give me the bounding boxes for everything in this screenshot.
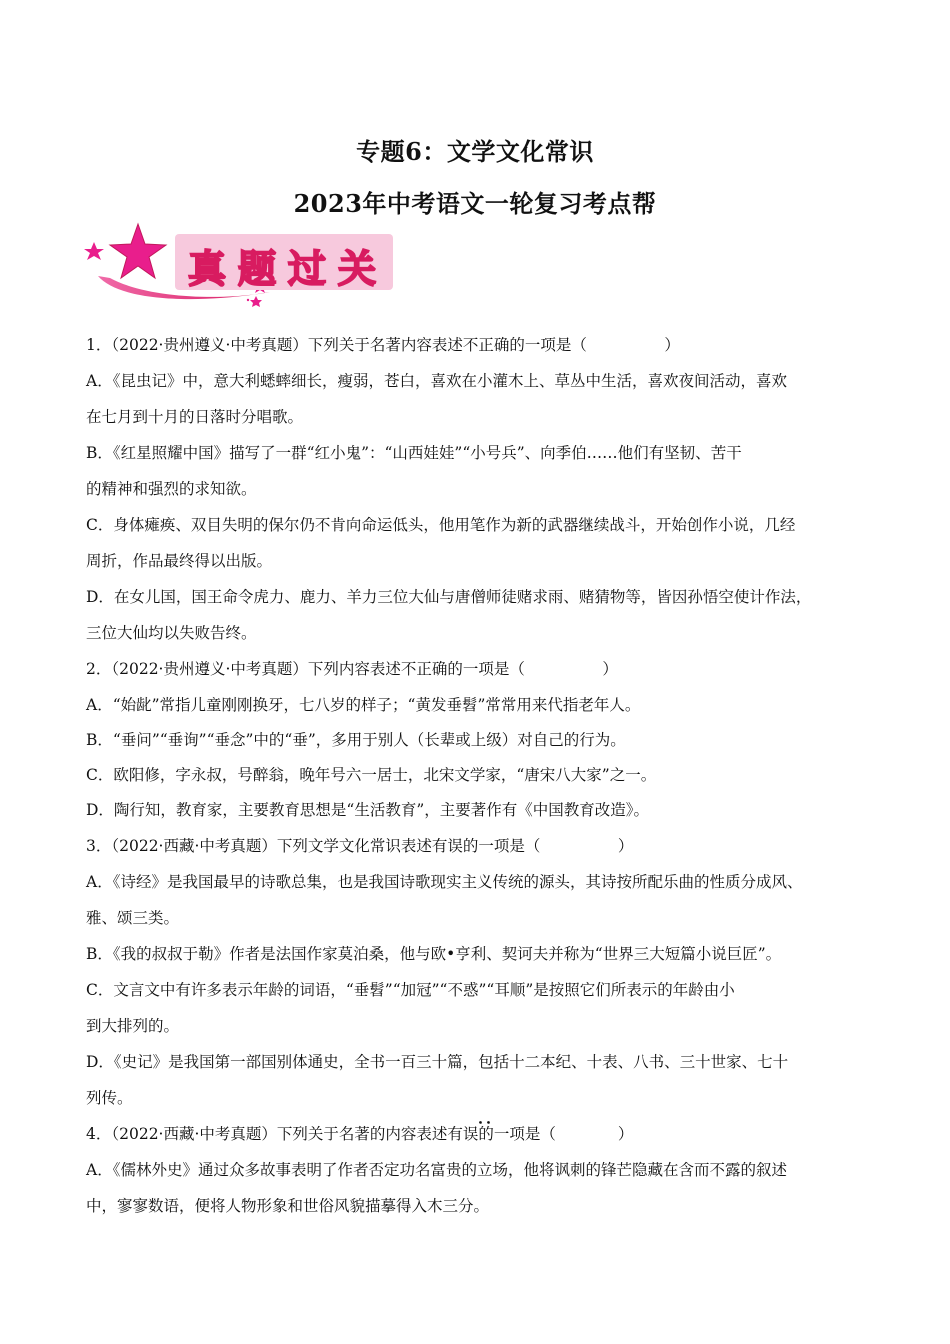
option-line: C．欧阳修，字永叔，号醉翁，晚年号六一居士，北宋文学家，“唐宋八大家”之一。 <box>86 766 657 784</box>
option-line: D．《史记》是我国第一部国别体通史，全书一百三十篇，包括十二本纪、十表、八书、三十世家、七十 <box>86 1053 789 1071</box>
option-line: 雅、颂三类。 <box>86 909 180 927</box>
option-line: D．在女儿国，国王命令虎力、鹿力、羊力三位大仙与唐僧师徒赌求雨、赌猜物等，皆因孙悟空使计作法， <box>86 588 812 606</box>
question-stem: 1．（2022·贵州遵义·中考真题）下列关于名著内容表述不正确的一项是（ ） <box>86 336 680 354</box>
option-line: 三位大仙均以失败告终。 <box>86 624 257 642</box>
option-line: B．《红星照耀中国》描写了一群“红小鬼”：“山西娃娃”“小号兵”、向季伯……他们有坚韧、苦干 <box>86 444 742 462</box>
section-banner <box>80 218 400 310</box>
question-stem: 3．（2022·西藏·中考真题）下列文学文化常识表述有误的一项是（ ） <box>86 837 634 855</box>
option-line: 的精神和强烈的求知欲。 <box>86 480 257 498</box>
option-line: A．“始龀”常指儿童刚刚换牙，七八岁的样子；“黄发垂髫”常常用来代指老年人。 <box>86 696 641 714</box>
document-subtitle: 2023年中考语文一轮复习考点帮 <box>293 189 657 218</box>
option-line: A．《诗经》是我国最早的诗歌总集，也是我国诗歌现实主义传统的源头，其诗按所配乐曲的性质分成风、 <box>86 873 803 891</box>
banner-title: 真题过关 <box>188 246 389 291</box>
option-line: A．《儒林外史》通过众多故事表明了作者否定功名富贵的立场，他将讽刺的锋芒隐藏在含而不露的叙述 <box>86 1161 787 1179</box>
option-line: C．身体瘫痪、双目失明的保尔仍不肯向命运低头，他用笔作为新的武器继续战斗，开始创作小说，几经 <box>86 516 796 534</box>
option-line: B．“垂问”“垂询”“垂念”中的“垂”，多用于别人（长辈或上级）对自己的行为。 <box>86 731 626 749</box>
option-line: D．陶行知，教育家，主要教育思想是“生活教育”，主要著作有《中国教育改造》。 <box>86 801 650 819</box>
option-line: 在七月到十月的日落时分唱歌。 <box>86 408 304 426</box>
option-line: 中，寥寥数语，便将人物形象和世俗风貌描摹得入木三分。 <box>86 1197 490 1215</box>
option-line: 周折，作品最终得以出版。 <box>86 552 273 570</box>
question-stem: 4．（2022·西藏·中考真题）下列关于名著的内容表述有误的一项是（ ） <box>86 1125 634 1143</box>
document-title: 专题6：文学文化常识 <box>356 137 594 166</box>
option-line: A．《昆虫记》中，意大利蟋蟀细长，瘦弱，苍白，喜欢在小灌木上、草丛中生活，喜欢夜间活动，喜欢 <box>86 372 787 390</box>
option-line: B．《我的叔叔于勒》作者是法国作家莫泊桑，他与欧•亨利、契诃夫并称为“世界三大短篇小说巨匠”。 <box>86 945 782 963</box>
option-line: 列传。 <box>86 1089 133 1107</box>
question-stem: 2．（2022·贵州遵义·中考真题）下列内容表述不正确的一项是（ ） <box>86 660 618 678</box>
option-line: 到大排列的。 <box>86 1017 180 1035</box>
emphasis-dots: ．． <box>478 1108 503 1127</box>
option-line: C．文言文中有许多表示年龄的词语，“垂髫”“加冠”“不惑”“耳顺”是按照它们所表示的年龄由小 <box>86 981 735 999</box>
